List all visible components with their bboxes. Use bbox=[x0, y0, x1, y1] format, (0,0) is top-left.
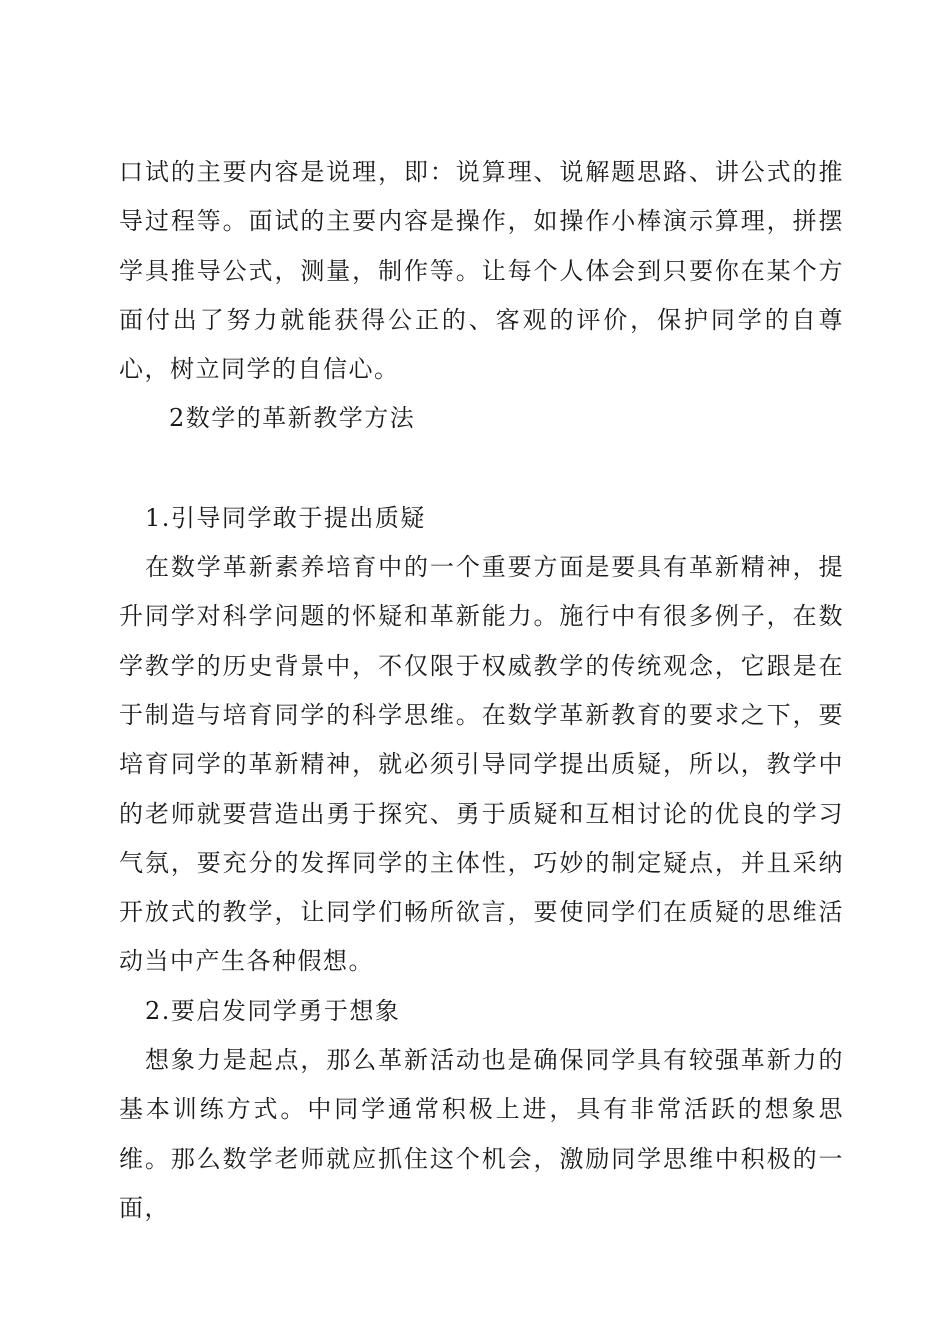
section-heading: 2数学的革新教学方法 bbox=[169, 404, 416, 433]
document-body bbox=[119, 148, 844, 1233]
paragraph-questioning: 在数学革新素养培育中的一个重要方面是要具有革新精神，提升同学对科学问题的怀疑和革新能力。施行中有很多例子，在数学教学的历史背景中，不仅限于权威教学的传统观念，它跟是在于制造与培育同学的科学思维。在数学革新教育的要求之下，要培育同学的革新精神，就必须引导同学提出质疑，所以，教学中的老师就要营造出勇于探究、勇于质疑和互相讨论的优良的学习气氛，要充分的发挥同学的主体性，巧妙的制定疑点，并且采纳开放式的教学，让同学们畅所欲言，要使同学们在质疑的思维活动当中产生各种假想。 bbox=[119, 553, 844, 976]
paragraph-oral-exam: 口试的主要内容是说理，即：说算理、说解题思路、讲公式的推导过程等。面试的主要内容是操作，如操作小棒演示算理，拼摆学具推导公式，测量，制作等。让每个人体会到只要你在某个方面付出了努力就能获得公正的、客观的评价，保护同学的自尊心，树立同学的自信心。 bbox=[119, 158, 844, 384]
paragraph-imagination: 想象力是起点，那么革新活动也是确保同学具有较强革新力的基本训练方式。中同学通常积极上进，具有非常活跃的想象思维。那么数学老师就应抓住这个机会，激励同学思维中积极的一面， bbox=[119, 1046, 844, 1222]
subheading-questioning: 1.引导同学敢于提出质疑 bbox=[145, 503, 426, 532]
subheading-imagination: 2.要启发同学勇于想象 bbox=[145, 996, 401, 1025]
